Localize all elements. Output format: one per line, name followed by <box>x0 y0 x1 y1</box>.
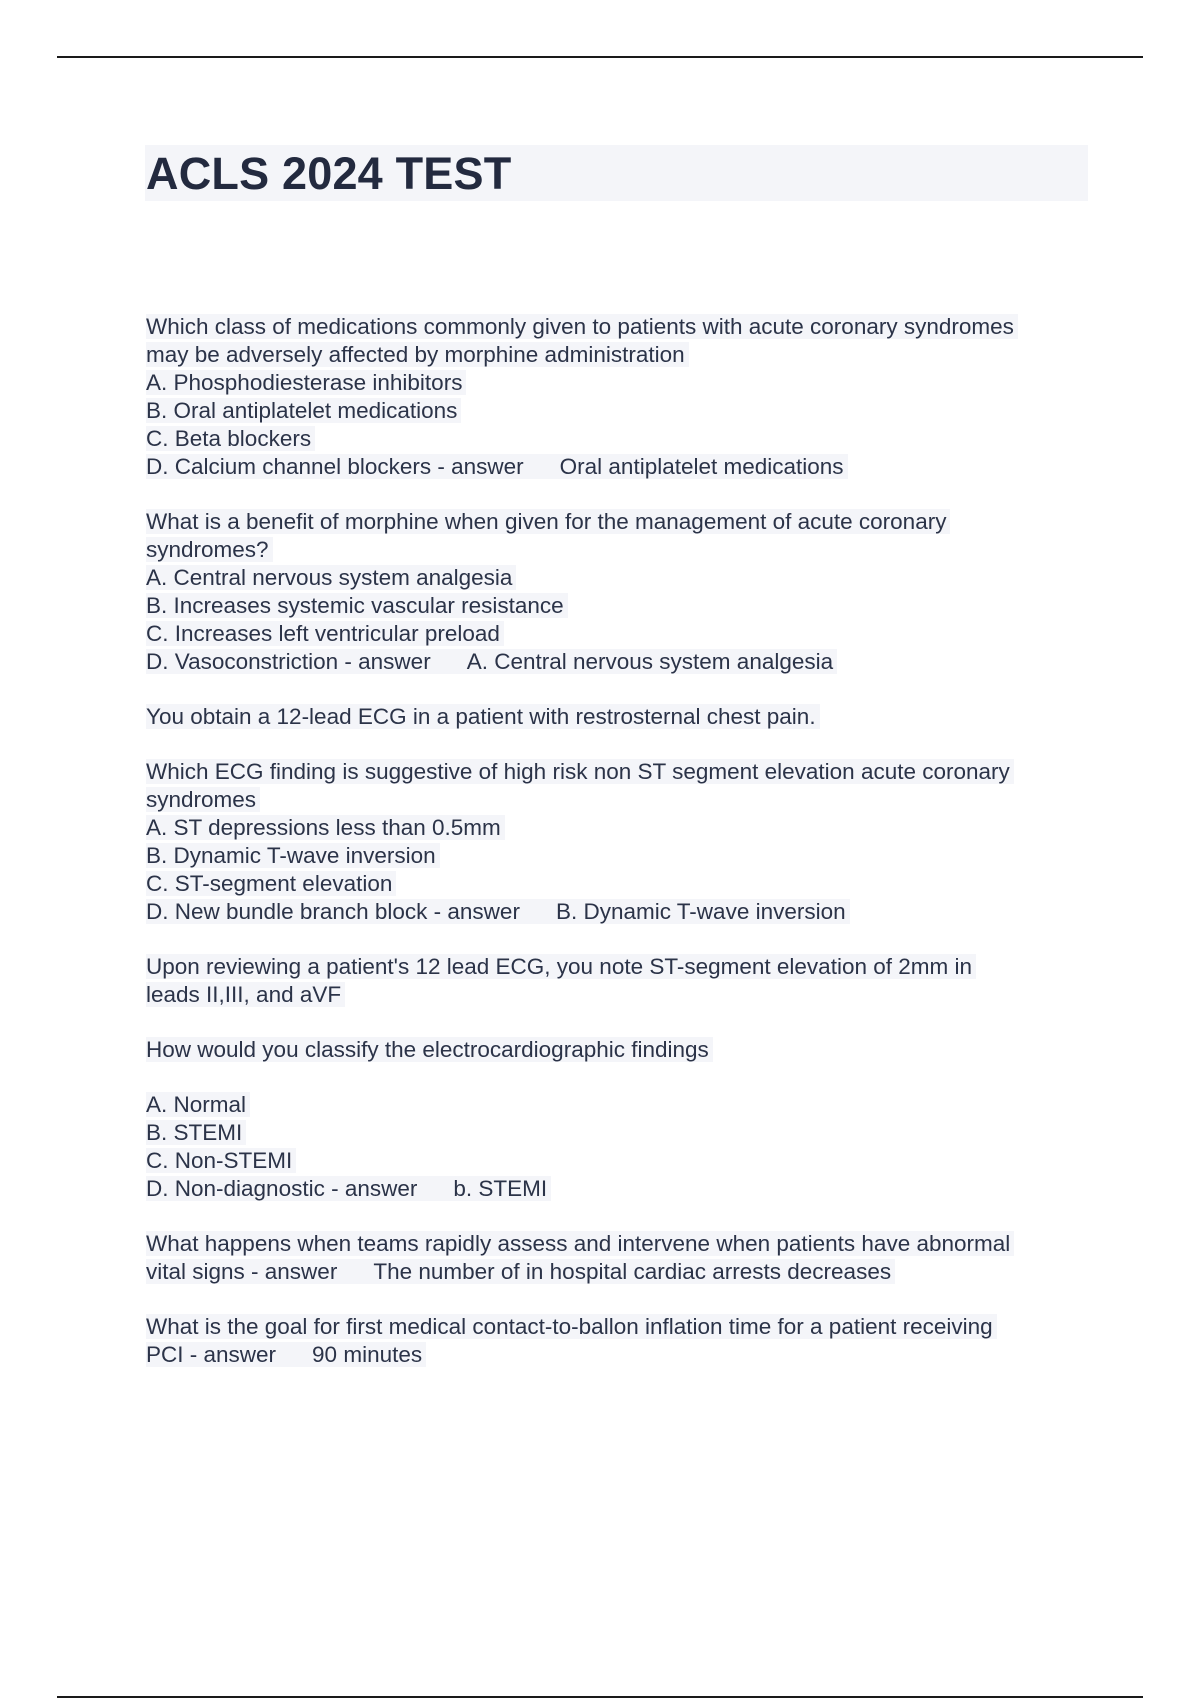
question-1-option-a: A. Phosphodiesterase inhibitors <box>146 369 1092 397</box>
question-1-option-b: B. Oral antiplatelet medications <box>146 397 1092 425</box>
question-3-stem-line: syndromes <box>146 786 1092 814</box>
question-4-intro-line: Upon reviewing a patient's 12 lead ECG, you note ST-segment elevation of 2mm in <box>146 953 1092 981</box>
page-title: ACLS 2024 TEST <box>146 148 512 199</box>
question-4-option-c: C. Non-STEMI <box>146 1147 1092 1175</box>
question-4-option-a: A. Normal <box>146 1091 1092 1119</box>
question-6-stem-line: What is the goal for first medical contact-to-ballon inflation time for a patient receiving <box>146 1313 1092 1341</box>
question-6-stem-end: PCI - answer <box>146 1342 277 1367</box>
question-5-stem-end: vital signs - answer <box>146 1259 338 1284</box>
question-4-answer: b. STEMI <box>453 1176 548 1201</box>
question-4-stem <box>146 1036 1092 1064</box>
question-4-option-d-label: D. Non-diagnostic - answer <box>146 1176 418 1201</box>
question-5-stem-line <box>146 1258 1092 1286</box>
question-3-intro-line: You obtain a 12-lead ECG in a patient with restrosternal chest pain. <box>146 703 1092 731</box>
question-2-option-d <box>146 648 1092 676</box>
question-5-answer: The number of in hospital cardiac arrests decreases <box>373 1259 892 1284</box>
question-1-option-d-label: D. Calcium channel blockers - answer <box>146 454 524 479</box>
question-3-intro <box>146 703 1092 731</box>
question-2 <box>146 508 1092 676</box>
question-1-stem-line: Which class of medications commonly given to patients with acute coronary syndromes <box>146 313 1092 341</box>
question-4-stem-line: How would you classify the electrocardiographic findings <box>146 1036 1092 1064</box>
question-4-intro-line: leads II,III, and aVF <box>146 981 1092 1009</box>
top-rule <box>57 56 1143 58</box>
question-6-answer: 90 minutes <box>312 1342 423 1367</box>
question-2-option-b: B. Increases systemic vascular resistance <box>146 592 1092 620</box>
question-6-stem-line <box>146 1341 1092 1369</box>
question-6 <box>146 1313 1092 1369</box>
question-3-option-b: B. Dynamic T-wave inversion <box>146 842 1092 870</box>
question-1-answer: Oral antiplatelet medications <box>559 454 844 479</box>
question-2-answer: A. Central nervous system analgesia <box>466 649 834 674</box>
question-4-option-d <box>146 1175 1092 1203</box>
question-list <box>146 313 1092 1396</box>
question-3-option-c: C. ST-segment elevation <box>146 870 1092 898</box>
question-1-stem-line: may be adversely affected by morphine administration <box>146 341 1092 369</box>
bottom-rule <box>57 1696 1143 1698</box>
question-1-option-d <box>146 453 1092 481</box>
question-2-option-a: A. Central nervous system analgesia <box>146 564 1092 592</box>
question-3 <box>146 758 1092 926</box>
question-3-option-a: A. ST depressions less than 0.5mm <box>146 814 1092 842</box>
question-4 <box>146 1091 1092 1203</box>
question-3-answer: B. Dynamic T-wave inversion <box>555 899 846 924</box>
question-2-stem-line: syndromes? <box>146 536 1092 564</box>
question-5-stem-line: What happens when teams rapidly assess and intervene when patients have abnormal <box>146 1230 1092 1258</box>
question-2-option-d-label: D. Vasoconstriction - answer <box>146 649 431 674</box>
question-3-option-d-label: D. New bundle branch block - answer <box>146 899 520 924</box>
question-5 <box>146 1230 1092 1286</box>
question-1 <box>146 313 1092 481</box>
question-3-stem-line: Which ECG finding is suggestive of high risk non ST segment elevation acute coronary <box>146 758 1092 786</box>
question-2-stem-line: What is a benefit of morphine when given for the management of acute coronary <box>146 508 1092 536</box>
question-3-option-d <box>146 898 1092 926</box>
question-4-option-b: B. STEMI <box>146 1119 1092 1147</box>
question-1-option-c: C. Beta blockers <box>146 425 1092 453</box>
question-2-option-c: C. Increases left ventricular preload <box>146 620 1092 648</box>
question-4-intro <box>146 953 1092 1009</box>
